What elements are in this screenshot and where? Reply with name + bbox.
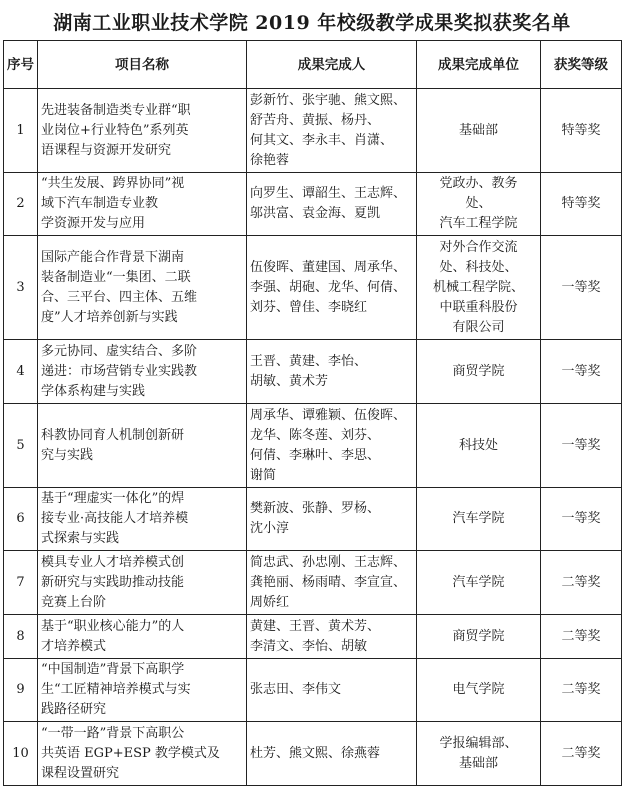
unit-line: 电气学院 <box>452 682 505 697</box>
members-line: 彭新竹、张宇驰、熊文熙、 <box>250 92 407 108</box>
award-level-cell: 二等奖 <box>541 722 622 786</box>
members-line: 刘芬、曾佳、李晓红 <box>250 299 368 315</box>
project-line: 竞赛上台阶 <box>41 594 107 610</box>
award-level-cell: 一等奖 <box>541 340 622 404</box>
unit-cell <box>417 173 541 236</box>
members-line: 张志田、李伟文 <box>250 682 342 697</box>
document-title: 湖南工业职业技术学院 2019 年校级教学成果奖拟获奖名单 <box>53 12 571 34</box>
unit-line: 学报编辑部、 <box>439 735 518 751</box>
project-line: 业岗位+行业特色”系列英 <box>41 122 189 138</box>
members-line: 龙华、陈冬莲、刘芬、 <box>250 427 381 443</box>
award-table <box>3 40 622 786</box>
members-line: 周娇红 <box>250 594 290 610</box>
project-name-cell <box>38 340 247 404</box>
row-number: 7 <box>4 551 38 615</box>
members-line: 徐艳蓉 <box>250 152 290 168</box>
project-line: 域下汽车制造专业教 <box>41 196 159 211</box>
award-level-cell: 二等奖 <box>541 615 622 659</box>
project-name-cell <box>38 236 247 340</box>
row-number: 2 <box>4 173 38 236</box>
row-number: 3 <box>4 236 38 340</box>
project-line: 基于“理虚实一体化”的焊 <box>41 491 185 506</box>
unit-line: 机械工程学院、 <box>432 279 524 295</box>
project-line: 模具专业人才培养模式创 <box>41 554 185 570</box>
project-line: 科教协同育人机制创新研 <box>41 427 185 443</box>
header-row <box>4 41 622 89</box>
unit-line: 党政办、教务 <box>439 176 518 191</box>
header-level: 获奖等级 <box>541 41 622 89</box>
members-line: 沈小淳 <box>250 521 290 536</box>
unit-line: 汽车学院 <box>452 574 505 590</box>
row-number: 1 <box>4 89 38 173</box>
unit-line: 汽车工程学院 <box>439 216 518 231</box>
project-line: “一带一路”背景下高职公 <box>41 725 185 741</box>
unit-line: 处、科技处、 <box>439 259 518 275</box>
table-row <box>4 722 622 786</box>
award-level-cell: 二等奖 <box>541 659 622 722</box>
unit-line: 基础部 <box>458 122 498 138</box>
project-name-cell <box>38 722 247 786</box>
project-line: 式探索与实践 <box>41 531 120 546</box>
unit-line: 处、 <box>465 196 492 211</box>
header-no: 序号 <box>4 41 38 89</box>
project-line: 装备制造业“一集团、二联 <box>41 269 191 285</box>
project-name-cell <box>38 659 247 722</box>
unit-line: 对外合作交流 <box>439 239 518 255</box>
project-line: “中国制造”背景下高职学 <box>41 662 185 677</box>
unit-cell <box>417 89 541 173</box>
project-name-cell <box>38 89 247 173</box>
project-name-cell <box>38 488 247 551</box>
project-line: 才培养模式 <box>41 638 107 654</box>
unit-line: 基础部 <box>458 755 498 771</box>
members-cell <box>247 615 417 659</box>
project-name-cell <box>38 551 247 615</box>
project-line: 新研究与实践助推动技能 <box>41 574 185 590</box>
project-line: 究与实践 <box>41 447 94 463</box>
members-line: 周承华、谭雅颖、伍俊晖、 <box>250 407 407 423</box>
unit-cell <box>417 551 541 615</box>
unit-cell <box>417 722 541 786</box>
unit-cell <box>417 659 541 722</box>
table-row <box>4 236 622 340</box>
unit-line: 有限公司 <box>452 319 505 335</box>
table-row <box>4 659 622 722</box>
members-cell <box>247 404 417 488</box>
header-members: 成果完成人 <box>247 41 417 89</box>
table-row <box>4 340 622 404</box>
members-line: 伍俊晖、董建国、周承华、 <box>250 259 407 275</box>
members-line: 何倩、李琳叶、李思、 <box>250 447 381 463</box>
members-line: 舒苦舟、黄振、杨丹、 <box>250 112 381 128</box>
project-line: 先进装备制造类专业群“职 <box>41 102 191 118</box>
table-row <box>4 551 622 615</box>
project-line: 语课程与资源开发研究 <box>41 142 172 158</box>
project-line: 合、三平台、四主体、五维 <box>41 289 198 305</box>
project-line: 国际产能合作背景下湖南 <box>41 249 185 265</box>
row-number: 4 <box>4 340 38 404</box>
project-line: 多元协同、虚实结合、多阶 <box>41 343 198 359</box>
members-line: 龚艳丽、杨雨晴、李宣宣、 <box>250 574 407 590</box>
unit-cell <box>417 615 541 659</box>
members-line: 邬洪富、袁金海、夏凯 <box>250 206 381 221</box>
project-line: 递进：市场营销专业实践教 <box>41 363 198 379</box>
unit-line: 商贸学院 <box>452 363 505 379</box>
members-cell <box>247 488 417 551</box>
unit-line: 中联重科股份 <box>439 299 518 315</box>
project-line: 基于“职业核心能力”的人 <box>41 618 185 634</box>
award-level-cell: 二等奖 <box>541 551 622 615</box>
project-line: “共生发展、跨界协同”视 <box>41 176 185 191</box>
award-level-cell: 特等奖 <box>541 173 622 236</box>
members-line: 何其文、李永丰、肖潇、 <box>250 132 394 148</box>
project-line: 共英语 EGP+ESP 教学模式及 <box>41 745 220 761</box>
unit-cell <box>417 340 541 404</box>
members-cell <box>247 340 417 404</box>
members-cell <box>247 173 417 236</box>
members-cell <box>247 722 417 786</box>
project-name-cell <box>38 173 247 236</box>
members-line: 樊新波、张静、罗杨、 <box>250 501 381 516</box>
award-level-cell: 一等奖 <box>541 236 622 340</box>
members-line: 杜芳、熊文熙、徐燕蓉 <box>250 745 381 761</box>
unit-line: 科技处 <box>458 437 498 453</box>
table-row <box>4 89 622 173</box>
award-level-cell: 一等奖 <box>541 404 622 488</box>
project-line: 学体系构建与实践 <box>41 383 146 399</box>
table-row <box>4 173 622 236</box>
table-body <box>4 89 622 786</box>
members-cell <box>247 89 417 173</box>
project-line: 接专业·高技能人才培养模 <box>41 511 189 526</box>
unit-cell <box>417 236 541 340</box>
unit-line: 汽车学院 <box>452 511 505 526</box>
header-project: 项目名称 <box>38 41 247 89</box>
row-number: 9 <box>4 659 38 722</box>
award-level-cell: 一等奖 <box>541 488 622 551</box>
unit-line: 商贸学院 <box>452 628 505 644</box>
project-line: 课程设置研究 <box>41 765 120 781</box>
members-line: 简忠武、孙忠刚、王志辉、 <box>250 554 407 570</box>
table-row <box>4 404 622 488</box>
award-level-cell: 特等奖 <box>541 89 622 173</box>
members-cell <box>247 659 417 722</box>
project-name-cell <box>38 404 247 488</box>
row-number: 8 <box>4 615 38 659</box>
members-line: 黄建、王晋、黄术芳、 <box>250 618 381 634</box>
members-cell <box>247 551 417 615</box>
header-unit: 成果完成单位 <box>417 41 541 89</box>
project-name-cell <box>38 615 247 659</box>
table-row <box>4 488 622 551</box>
members-line: 李清文、李怡、胡敏 <box>250 638 368 654</box>
project-line: 学资源开发与应用 <box>41 216 146 231</box>
members-line: 胡敏、黄术芳 <box>250 373 329 389</box>
project-line: 度”人才培养创新与实践 <box>41 309 178 325</box>
members-line: 李强、胡砲、龙华、何倩、 <box>250 279 407 295</box>
members-line: 向罗生、谭韶生、王志辉、 <box>250 186 407 201</box>
project-line: 生“工匠精神培养模式与实 <box>41 682 191 697</box>
row-number: 5 <box>4 404 38 488</box>
row-number: 10 <box>4 722 38 786</box>
unit-cell <box>417 404 541 488</box>
project-line: 践路径研究 <box>41 702 107 717</box>
unit-cell <box>417 488 541 551</box>
members-cell <box>247 236 417 340</box>
members-line: 谢简 <box>250 467 277 483</box>
row-number: 6 <box>4 488 38 551</box>
members-line: 王晋、黄建、李怡、 <box>250 353 368 369</box>
table-row <box>4 615 622 659</box>
